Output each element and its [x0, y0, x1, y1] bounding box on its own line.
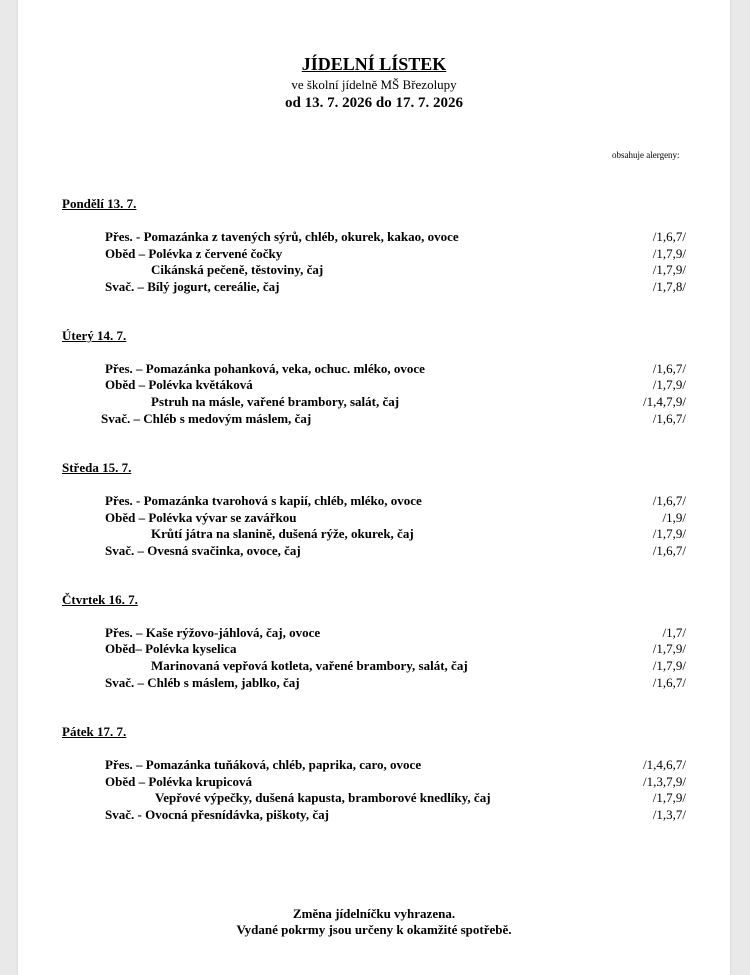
meal-row-text: Svač. – Ovesná svačinka, ovoce, čaj	[105, 543, 301, 558]
meal-row-text: Svač. – Bílý jogurt, cereálie, čaj	[105, 279, 280, 294]
meal-row-allergens: /1,7/	[662, 625, 686, 640]
meal-row-allergens: /1,7,9/	[652, 377, 686, 392]
meal-row-text: Vepřové výpečky, dušená kapusta, bramborové knedlíky, čaj	[155, 790, 491, 805]
meal-row-text: Svač. – Chléb s medovým máslem, čaj	[101, 411, 312, 426]
day-heading-tuesday: Úterý 14. 7.	[62, 328, 127, 343]
meal-row-allergens: /1,6,7/	[652, 543, 686, 558]
meal-row-allergens: /1,4,7,9/	[643, 394, 686, 409]
footer-note-change: Změna jídelníčku vyhrazena.	[292, 906, 456, 921]
meal-row-text: Cikánská pečeně, těstoviny, čaj	[151, 262, 324, 277]
meal-row-text: Oběd – Polévka vývar se zavářkou	[105, 510, 297, 525]
meal-row-text: Oběd – Polévka krupicová	[105, 774, 252, 789]
page-title: JÍDELNÍ LÍSTEK	[301, 54, 447, 74]
meal-row-text: Marinovaná vepřová kotleta, vařené brambory, salát, čaj	[151, 658, 468, 673]
meal-row-text: Oběd– Polévka kyselica	[105, 641, 237, 656]
meal-row-allergens: /1,4,6,7/	[643, 757, 686, 772]
page-subtitle: ve školní jídelně MŠ Březolupy	[291, 77, 457, 92]
meal-row-allergens: /1,6,7/	[652, 229, 686, 244]
meal-row-allergens: /1,7,8/	[652, 279, 686, 294]
meal-row-text: Oběd – Polévka květáková	[105, 377, 253, 392]
meal-row-text: Přes. – Pomazánka tuňáková, chléb, paprika, caro, ovoce	[105, 757, 422, 772]
meal-row-text: Přes. - Pomazánka z tavených sýrů, chléb, okurek, kakao, ovoce	[105, 229, 459, 244]
day-heading-monday: Pondělí 13. 7.	[62, 196, 137, 211]
meal-row-text: Pstruh na másle, vařené brambory, salát, čaj	[151, 394, 400, 409]
meal-row-text: Přes. – Pomazánka pohanková, veka, ochuc. mléko, ovoce	[105, 361, 425, 376]
meal-row-text: Svač. – Chléb s máslem, jablko, čaj	[105, 675, 300, 690]
meal-row-allergens: /1,6,7/	[652, 411, 686, 426]
footer-note-consumption: Vydané pokrmy jsou určeny k okamžité spotřebě.	[236, 922, 512, 937]
meal-row-allergens: /1,7,9/	[652, 246, 686, 261]
meal-row-allergens: /1,6,7/	[652, 675, 686, 690]
meal-row-text: Přes. – Kaše rýžovo-jáhlová, čaj, ovoce	[105, 625, 321, 640]
meal-row-text: Krůtí játra na slanině, dušená rýže, okurek, čaj	[151, 526, 414, 541]
meal-row-allergens: /1,7,9/	[652, 790, 686, 805]
meal-row-allergens: /1,7,9/	[652, 658, 686, 673]
date-range: od 13. 7. 2026 do 17. 7. 2026	[285, 95, 463, 111]
meal-row-allergens: /1,7,9/	[652, 641, 686, 656]
meal-row-text: Svač. - Ovocná přesnídávka, piškoty, čaj	[105, 807, 329, 822]
day-heading-thursday: Čtvrtek 16. 7.	[62, 592, 138, 607]
meal-row-allergens: /1,3,7,9/	[643, 774, 686, 789]
day-heading-wednesday: Středa 15. 7.	[62, 460, 132, 475]
meal-row-text: Přes. - Pomazánka tvarohová s kapií, chléb, mléko, ovoce	[105, 493, 422, 508]
meal-row-allergens: /1,3,7/	[652, 807, 686, 822]
meal-row-allergens: /1,7,9/	[652, 526, 686, 541]
meal-row-allergens: /1,6,7/	[652, 493, 686, 508]
meal-row-text: Oběd – Polévka z červené čočky	[105, 246, 283, 261]
menu-page	[18, 0, 730, 975]
allergens-header: obsahuje alergeny:	[612, 150, 680, 160]
meal-row-allergens: /1,9/	[662, 510, 686, 525]
meal-row-allergens: /1,7,9/	[652, 262, 686, 277]
meal-row-allergens: /1,6,7/	[652, 361, 686, 376]
day-heading-friday: Pátek 17. 7.	[62, 724, 127, 739]
